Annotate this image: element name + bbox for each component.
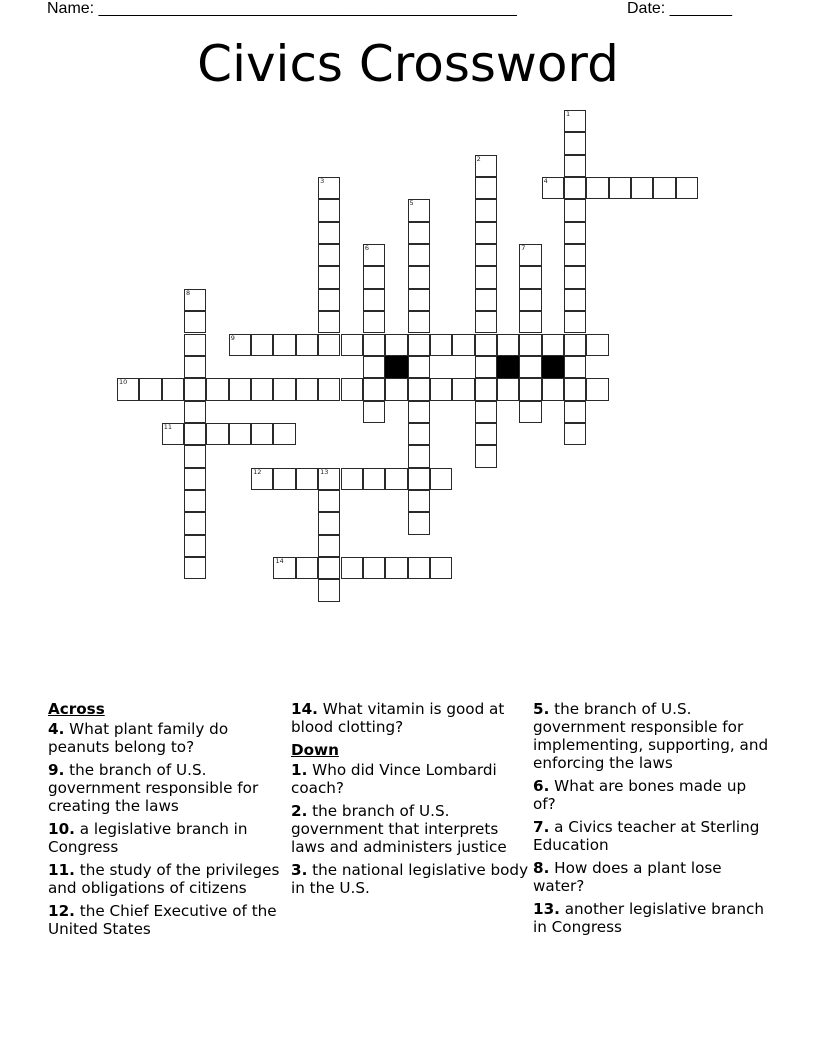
grid-cell[interactable] bbox=[184, 535, 206, 557]
grid-cell[interactable] bbox=[586, 177, 608, 199]
grid-cell[interactable] bbox=[542, 334, 564, 356]
clue-number: 1. bbox=[291, 761, 308, 779]
grid-cell[interactable] bbox=[475, 423, 497, 445]
grid-cell[interactable] bbox=[564, 266, 586, 288]
clue-across-9 bbox=[48, 761, 284, 815]
clue-number-label: 13 bbox=[320, 467, 329, 476]
grid-cell[interactable] bbox=[564, 401, 586, 423]
grid-cell[interactable] bbox=[363, 401, 385, 423]
across-heading: Across bbox=[48, 700, 105, 718]
clue-down-7 bbox=[533, 818, 773, 854]
grid-cell[interactable] bbox=[519, 356, 541, 378]
clue-across-10 bbox=[48, 820, 284, 856]
grid-cell[interactable] bbox=[184, 557, 206, 579]
grid-cell[interactable] bbox=[519, 289, 541, 311]
page-title: Civics Crossword bbox=[197, 35, 619, 93]
grid-cell[interactable] bbox=[631, 177, 653, 199]
grid-cell[interactable] bbox=[251, 423, 273, 445]
grid-cell[interactable] bbox=[564, 155, 586, 177]
name-field[interactable]: Name: _______________________________________________ bbox=[47, 0, 517, 17]
grid-cell[interactable] bbox=[385, 334, 407, 356]
grid-cell[interactable] bbox=[564, 199, 586, 221]
black-cell bbox=[497, 356, 519, 378]
clues-column-1 bbox=[48, 700, 284, 943]
grid-cell[interactable] bbox=[408, 289, 430, 311]
clue-down-5 bbox=[533, 700, 773, 772]
grid-cell[interactable] bbox=[564, 289, 586, 311]
grid-cell[interactable] bbox=[519, 311, 541, 333]
clue-down-13 bbox=[533, 900, 773, 936]
grid-cell[interactable] bbox=[363, 356, 385, 378]
grid-cell[interactable] bbox=[341, 468, 363, 490]
clue-across-14 bbox=[291, 700, 529, 736]
grid-cell[interactable] bbox=[184, 445, 206, 467]
clue-number-label: 7 bbox=[521, 244, 526, 253]
grid-cell[interactable] bbox=[117, 378, 139, 400]
clue-text: What are bones made up of? bbox=[533, 777, 747, 813]
grid-cell[interactable] bbox=[385, 378, 407, 400]
grid-cell[interactable] bbox=[273, 557, 295, 579]
grid-cell[interactable] bbox=[318, 289, 340, 311]
grid-cell[interactable] bbox=[229, 423, 251, 445]
grid-cell[interactable] bbox=[475, 244, 497, 266]
clue-number-label: 4 bbox=[543, 177, 548, 186]
grid-cell[interactable] bbox=[139, 378, 161, 400]
grid-cell[interactable] bbox=[653, 177, 675, 199]
grid-cell[interactable] bbox=[408, 244, 430, 266]
grid-cell[interactable] bbox=[341, 557, 363, 579]
grid-cell[interactable] bbox=[184, 356, 206, 378]
grid-cell[interactable] bbox=[519, 266, 541, 288]
grid-cell[interactable] bbox=[162, 423, 184, 445]
grid-cell[interactable] bbox=[564, 177, 586, 199]
grid-cell[interactable] bbox=[318, 177, 340, 199]
grid-cell[interactable] bbox=[363, 244, 385, 266]
grid-cell[interactable] bbox=[318, 490, 340, 512]
clue-number-label: 5 bbox=[409, 199, 414, 208]
grid-cell[interactable] bbox=[296, 557, 318, 579]
clues-column-3 bbox=[533, 700, 773, 941]
clues-column-2 bbox=[291, 700, 529, 902]
grid-cell[interactable] bbox=[273, 334, 295, 356]
grid-cell[interactable] bbox=[363, 378, 385, 400]
grid-cell[interactable] bbox=[564, 311, 586, 333]
clue-number: 5. bbox=[533, 700, 550, 718]
grid-cell[interactable] bbox=[475, 334, 497, 356]
clue-number-label: 11 bbox=[163, 422, 172, 431]
clue-text: a Civics teacher at Sterling Education bbox=[533, 818, 760, 854]
grid-cell[interactable] bbox=[318, 334, 340, 356]
grid-cell[interactable] bbox=[363, 334, 385, 356]
grid-cell[interactable] bbox=[206, 378, 228, 400]
grid-cell[interactable] bbox=[475, 199, 497, 221]
clue-across-12 bbox=[48, 902, 284, 938]
clue-text: the Chief Executive of the United States bbox=[48, 902, 277, 938]
clue-number: 13. bbox=[533, 900, 560, 918]
grid-cell[interactable] bbox=[184, 423, 206, 445]
clue-number-label: 3 bbox=[320, 177, 325, 186]
clue-number: 12. bbox=[48, 902, 75, 920]
grid-cell[interactable] bbox=[408, 222, 430, 244]
grid-cell[interactable] bbox=[564, 356, 586, 378]
grid-cell[interactable] bbox=[475, 289, 497, 311]
grid-cell[interactable] bbox=[273, 423, 295, 445]
grid-cell[interactable] bbox=[184, 468, 206, 490]
grid-cell[interactable] bbox=[385, 468, 407, 490]
grid-cell[interactable] bbox=[408, 512, 430, 534]
grid-cell[interactable] bbox=[542, 378, 564, 400]
grid-cell[interactable] bbox=[519, 378, 541, 400]
grid-cell[interactable] bbox=[475, 378, 497, 400]
grid-cell[interactable] bbox=[251, 378, 273, 400]
clue-number: 14. bbox=[291, 700, 318, 718]
grid-cell[interactable] bbox=[475, 266, 497, 288]
clue-number: 2. bbox=[291, 802, 308, 820]
clue-text: Who did Vince Lombardi coach? bbox=[291, 761, 497, 797]
clue-text: the national legislative body in the U.S. bbox=[291, 861, 529, 897]
grid-cell[interactable] bbox=[430, 334, 452, 356]
grid-cell[interactable] bbox=[229, 334, 251, 356]
grid-cell[interactable] bbox=[542, 177, 564, 199]
clue-number-label: 6 bbox=[364, 244, 369, 253]
grid-cell[interactable] bbox=[430, 378, 452, 400]
clue-text: a legislative branch in Congress bbox=[48, 820, 248, 856]
grid-cell[interactable] bbox=[408, 356, 430, 378]
grid-cell[interactable] bbox=[296, 378, 318, 400]
clue-number: 8. bbox=[533, 859, 550, 877]
grid-cell[interactable] bbox=[184, 289, 206, 311]
grid-cell[interactable] bbox=[408, 378, 430, 400]
black-cell bbox=[542, 356, 564, 378]
grid-cell[interactable] bbox=[564, 244, 586, 266]
grid-cell[interactable] bbox=[273, 378, 295, 400]
grid-cell[interactable] bbox=[363, 468, 385, 490]
grid-cell[interactable] bbox=[519, 401, 541, 423]
clue-text: What plant family do peanuts belong to? bbox=[48, 720, 229, 756]
grid-cell[interactable] bbox=[184, 512, 206, 534]
grid-cell[interactable] bbox=[475, 356, 497, 378]
grid-cell[interactable] bbox=[452, 334, 474, 356]
grid-cell[interactable] bbox=[318, 535, 340, 557]
grid-cell[interactable] bbox=[184, 311, 206, 333]
grid-cell[interactable] bbox=[318, 378, 340, 400]
clue-number-label: 1 bbox=[566, 110, 571, 118]
grid-cell[interactable] bbox=[475, 445, 497, 467]
grid-cell[interactable] bbox=[408, 423, 430, 445]
clue-number: 4. bbox=[48, 720, 65, 738]
grid-cell[interactable] bbox=[475, 401, 497, 423]
clue-number: 3. bbox=[291, 861, 308, 879]
grid-cell[interactable] bbox=[408, 199, 430, 221]
clue-text: What vitamin is good at blood clotting? bbox=[291, 700, 505, 736]
grid-cell[interactable] bbox=[408, 557, 430, 579]
grid-cell[interactable] bbox=[184, 401, 206, 423]
grid-cell[interactable] bbox=[318, 199, 340, 221]
clue-down-1 bbox=[291, 761, 529, 797]
grid-cell[interactable] bbox=[273, 468, 295, 490]
grid-cell[interactable] bbox=[564, 110, 586, 132]
clue-down-2 bbox=[291, 802, 529, 856]
grid-cell[interactable] bbox=[564, 222, 586, 244]
grid-cell[interactable] bbox=[609, 177, 631, 199]
grid-cell[interactable] bbox=[318, 222, 340, 244]
clue-across-4 bbox=[48, 720, 284, 756]
date-field[interactable]: Date: _______ bbox=[627, 0, 732, 17]
grid-cell[interactable] bbox=[318, 579, 340, 601]
grid-cell[interactable] bbox=[475, 311, 497, 333]
grid-cell[interactable] bbox=[318, 266, 340, 288]
clue-number: 11. bbox=[48, 861, 75, 879]
grid-cell[interactable] bbox=[586, 378, 608, 400]
clue-down-3 bbox=[291, 861, 529, 897]
clue-number: 7. bbox=[533, 818, 550, 836]
clue-across-11 bbox=[48, 861, 284, 897]
black-cell bbox=[385, 356, 407, 378]
grid-cell[interactable] bbox=[363, 557, 385, 579]
grid-cell[interactable] bbox=[586, 334, 608, 356]
clue-number-label: 8 bbox=[186, 288, 191, 297]
grid-cell[interactable] bbox=[318, 468, 340, 490]
grid-cell[interactable] bbox=[341, 378, 363, 400]
grid-cell[interactable] bbox=[162, 378, 184, 400]
clue-number-label: 10 bbox=[119, 378, 128, 387]
grid-cell[interactable] bbox=[408, 334, 430, 356]
grid-cell[interactable] bbox=[475, 177, 497, 199]
clue-text: the study of the privileges and obligations of citizens bbox=[48, 861, 280, 897]
grid-cell[interactable] bbox=[408, 311, 430, 333]
clue-text: the branch of U.S. government responsible for creating the laws bbox=[48, 761, 259, 815]
grid-cell[interactable] bbox=[408, 468, 430, 490]
clue-text: How does a plant lose water? bbox=[533, 859, 722, 895]
clue-number: 9. bbox=[48, 761, 65, 779]
grid-cell[interactable] bbox=[452, 378, 474, 400]
grid-cell[interactable] bbox=[206, 423, 228, 445]
grid-cell[interactable] bbox=[251, 334, 273, 356]
grid-cell[interactable] bbox=[564, 334, 586, 356]
clue-number-label: 2 bbox=[476, 154, 481, 163]
grid-cell[interactable] bbox=[519, 244, 541, 266]
grid-cell[interactable] bbox=[363, 266, 385, 288]
grid-cell[interactable] bbox=[408, 490, 430, 512]
clue-number-label: 14 bbox=[275, 557, 284, 565]
grid-cell[interactable] bbox=[676, 177, 698, 199]
grid-cell[interactable] bbox=[497, 378, 519, 400]
grid-cell[interactable] bbox=[408, 266, 430, 288]
grid-cell[interactable] bbox=[475, 155, 497, 177]
grid-cell[interactable] bbox=[363, 289, 385, 311]
clue-text: another legislative branch in Congress bbox=[533, 900, 764, 936]
grid-cell[interactable] bbox=[318, 557, 340, 579]
grid-cell[interactable] bbox=[318, 244, 340, 266]
grid-cell[interactable] bbox=[430, 557, 452, 579]
grid-cell[interactable] bbox=[385, 557, 407, 579]
grid-cell[interactable] bbox=[363, 311, 385, 333]
clue-number: 6. bbox=[533, 777, 550, 795]
grid-cell[interactable] bbox=[408, 445, 430, 467]
grid-cell[interactable] bbox=[475, 222, 497, 244]
grid-cell[interactable] bbox=[229, 378, 251, 400]
clue-text: the branch of U.S. government that interprets laws and administers justice bbox=[291, 802, 507, 856]
clue-number-label: 9 bbox=[230, 333, 235, 342]
grid-cell[interactable] bbox=[564, 423, 586, 445]
clue-number: 10. bbox=[48, 820, 75, 838]
clue-down-8 bbox=[533, 859, 773, 895]
grid-cell[interactable] bbox=[318, 512, 340, 534]
grid-cell[interactable] bbox=[341, 334, 363, 356]
grid-cell[interactable] bbox=[497, 334, 519, 356]
grid-cell[interactable] bbox=[184, 378, 206, 400]
grid-cell[interactable] bbox=[184, 490, 206, 512]
grid-cell[interactable] bbox=[564, 378, 586, 400]
grid-cell[interactable] bbox=[296, 334, 318, 356]
clue-text: the branch of U.S. government responsible for implementing, supporting, and enforcing the laws bbox=[533, 700, 769, 772]
grid-cell[interactable] bbox=[519, 334, 541, 356]
clue-down-6 bbox=[533, 777, 773, 813]
grid-cell[interactable] bbox=[408, 401, 430, 423]
clue-number-label: 12 bbox=[253, 467, 262, 476]
grid-cell[interactable] bbox=[564, 132, 586, 154]
down-heading: Down bbox=[291, 741, 339, 759]
grid-cell[interactable] bbox=[184, 334, 206, 356]
grid-cell[interactable] bbox=[318, 311, 340, 333]
grid-cell[interactable] bbox=[296, 468, 318, 490]
grid-cell[interactable] bbox=[251, 468, 273, 490]
grid-cell[interactable] bbox=[430, 468, 452, 490]
